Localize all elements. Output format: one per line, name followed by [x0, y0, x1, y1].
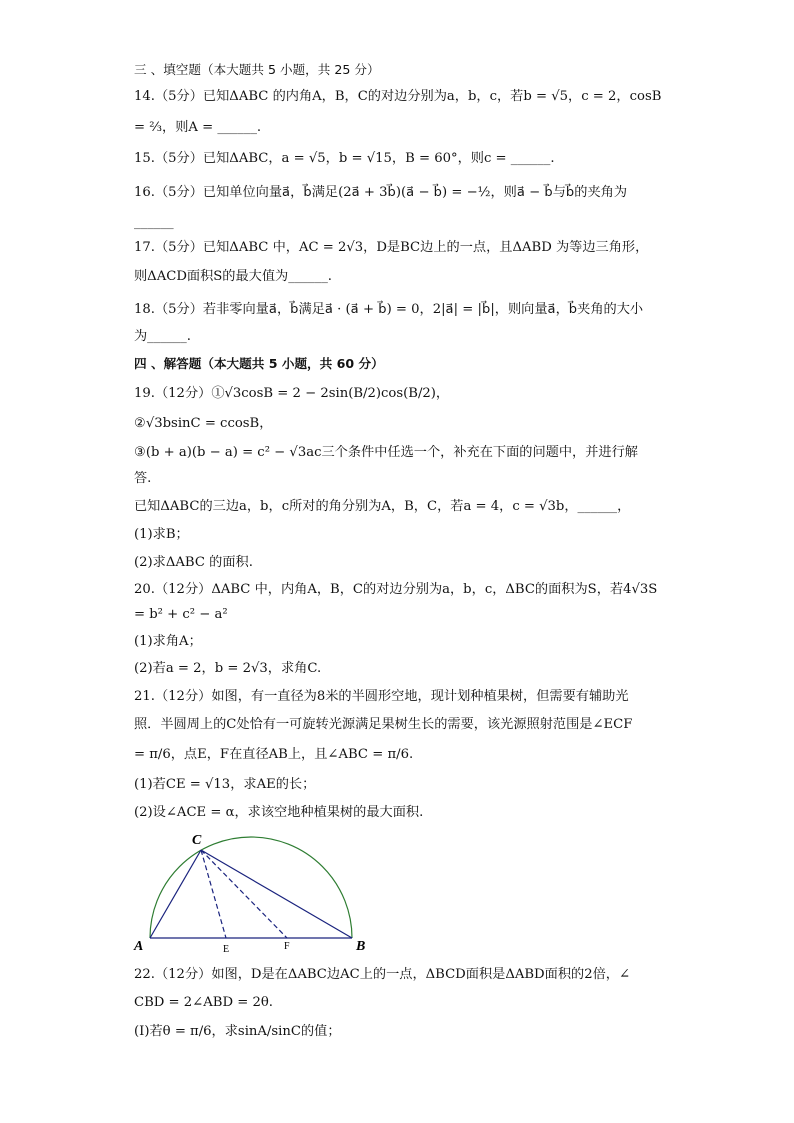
line-q22c: (Ⅰ)若θ = π/6，求sinA/sinC的值； — [134, 1024, 341, 1039]
line-q19c: ③(b + a)(b − a) = c² − √3ac三个条件中任选一个，补充在下面的问题中，并进行解 — [134, 445, 638, 460]
line-q15: 15.（5分）已知ΔABC，a = √5，b = √15，B = 60°，则c = ______. — [134, 151, 555, 166]
segment-cf — [201, 850, 287, 938]
line-q20c: (1)求角A； — [134, 634, 202, 649]
line-sec3: 三 、填空题（本大题共 5 小题，共 25 分） — [134, 62, 380, 77]
line-q22b: CBD = 2∠ABD = 2θ. — [134, 995, 273, 1010]
line-q21c: = π/6，点E，F在直径AB上，且∠ABC = π/6. — [134, 747, 414, 762]
label-f: F — [284, 941, 290, 952]
label-c: C — [192, 833, 202, 848]
label-b: B — [356, 939, 366, 954]
line-q19d: 答. — [134, 471, 152, 486]
line-q21b: 照．半圆周上的C处恰有一可旋转光源满足果树生长的需要，该光源照射范围是∠ECF — [134, 717, 633, 732]
line-q18a: 18.（5分）若非零向量a⃗，b⃗满足a⃗ · (a⃗ + b⃗) = 0，2|a⃗| = |b⃗|，则向量a⃗，b⃗夹角的大小 — [134, 302, 644, 317]
line-q19e: 已知ΔABC的三边a，b，c所对的角分别为A，B，C，若a = 4，c = √3b，______， — [134, 499, 631, 514]
line-q20a: 20.（12分）ΔABC 中，内角A，B，C的对边分别为a，b，c，ΔBC的面积为S，若4√3S — [134, 582, 658, 597]
line-q21e: (2)设∠ACE = α，求该空地种植果树的最大面积. — [134, 805, 424, 820]
line-q14b: = ⅔，则A = ______. — [134, 120, 262, 135]
line-q21a: 21.（12分）如图，有一直径为8米的半圆形空地，现计划种植果树，但需要有辅助光 — [134, 689, 629, 704]
line-q21d: (1)若CE = √13，求AE的长； — [134, 777, 316, 792]
segment-cb — [201, 850, 352, 938]
semicircle-arc — [150, 837, 352, 938]
line-q14a: 14.（5分）已知ΔABC 的内角A，B，C的对边分别为a，b，c，若b = √5，c = 2，cosB — [134, 89, 662, 104]
line-q17a: 17.（5分）已知ΔABC 中，AC = 2√3，D是BC边上的一点，且ΔABD 为等边三角形， — [134, 240, 649, 255]
line-sec4: 四 、解答题（本大题共 5 小题，共 60 分） — [134, 356, 384, 371]
label-a: A — [134, 939, 144, 954]
line-q18b: 为______. — [134, 329, 191, 344]
line-q19a: 19.（12分）①√3cosB = 2 − 2sin(B/2)cos(B/2)， — [134, 386, 450, 401]
line-q16a: 16.（5分）已知单位向量a⃗，b⃗满足(2a⃗ + 3b⃗)(a⃗ − b⃗) = −½，则a⃗ − b⃗与b⃗的夹角为 — [134, 185, 628, 200]
line-q19f: (1)求B； — [134, 527, 189, 542]
line-q19b: ②√3bsinC = ccosB， — [134, 416, 273, 431]
line-q16b: ______ — [134, 215, 174, 230]
segment-ca — [150, 850, 201, 938]
line-q20d: (2)若a = 2，b = 2√3，求角C. — [134, 661, 322, 676]
semicircle-figure — [130, 828, 370, 954]
label-e: E — [223, 944, 230, 954]
line-q20b: = b² + c² − a² — [134, 607, 228, 622]
line-q22a: 22.（12分）如图，D是在ΔABC边AC上的一点，ΔBCD面积是ΔABD面积的2倍，∠ — [134, 967, 631, 982]
line-q19g: (2)求ΔABC 的面积. — [134, 555, 253, 570]
line-q17b: 则ΔACD面积S的最大值为______. — [134, 269, 332, 284]
